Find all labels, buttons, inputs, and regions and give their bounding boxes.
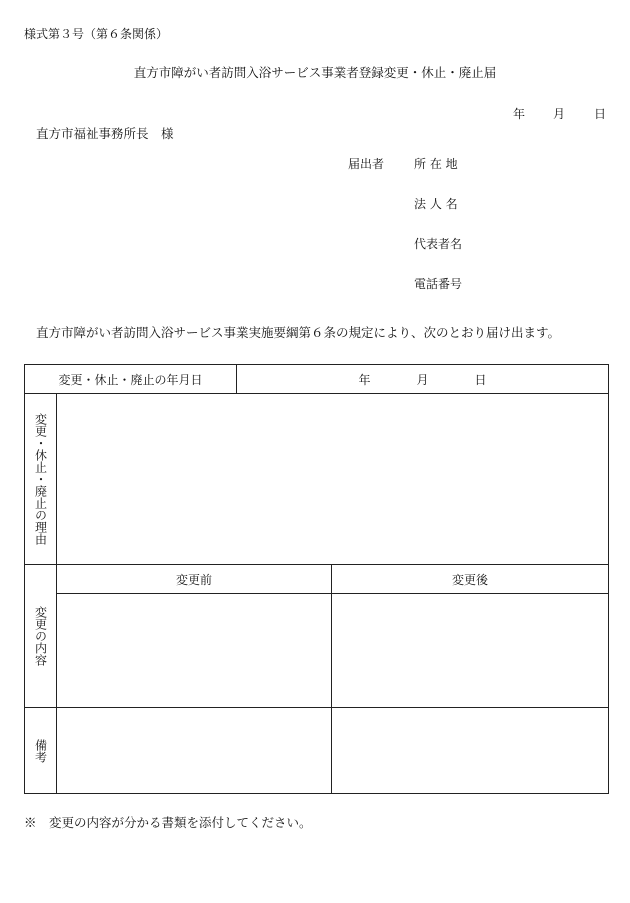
attachment-note: ※ 変更の内容が分かる書類を添付してください。: [24, 815, 312, 830]
after-value-cell[interactable]: [332, 594, 609, 708]
reason-label-cell: [25, 394, 57, 565]
date-value-cell[interactable]: [237, 365, 609, 394]
remarks-left-cell[interactable]: [57, 708, 332, 794]
filer-label: 届出者: [348, 157, 385, 171]
notification-form-table: [24, 364, 609, 794]
remarks-label-cell: [25, 708, 57, 794]
filer-phone-label: 電話番号: [414, 277, 463, 291]
content-label: 変更の内容: [33, 606, 48, 666]
addressee: 直方市福祉事務所長 様: [36, 126, 174, 141]
before-value-cell[interactable]: [57, 594, 332, 708]
content-label-cell: [25, 565, 57, 708]
form-number: 様式第３号（第６条関係）: [24, 27, 169, 41]
after-label: 変更後: [452, 572, 489, 587]
intro-text: 直方市障がい者訪問入浴サービス事業実施要綱第６条の規定により、次のとおり届け出ます。: [36, 325, 561, 340]
date-label-cell: [25, 365, 237, 394]
page-title: 直方市障がい者訪問入浴サービス事業者登録変更・休止・廃止届: [133, 65, 497, 80]
date-year-label: 年: [358, 372, 371, 387]
date-month-label: 月: [416, 372, 429, 387]
before-label: 変更前: [176, 572, 213, 587]
header-month-label: 月: [553, 107, 566, 121]
remarks-label: 備考: [33, 738, 48, 763]
remarks-right-cell[interactable]: [332, 708, 609, 794]
date-day-label: 日: [474, 372, 487, 387]
header-year-label: 年: [513, 107, 526, 121]
before-header-cell: [57, 565, 332, 594]
filer-corporation-label: 法 人 名: [414, 197, 458, 211]
date-label: 変更・休止・廃止の年月日: [58, 372, 203, 387]
reason-label: 変更・休止・廃止の理由: [33, 413, 48, 545]
filer-address-label: 所 在 地: [414, 157, 458, 171]
filer-representative-label: 代表者名: [414, 237, 463, 251]
after-header-cell: [332, 565, 609, 594]
header-day-label: 日: [594, 107, 607, 121]
reason-value-cell[interactable]: [57, 394, 609, 565]
